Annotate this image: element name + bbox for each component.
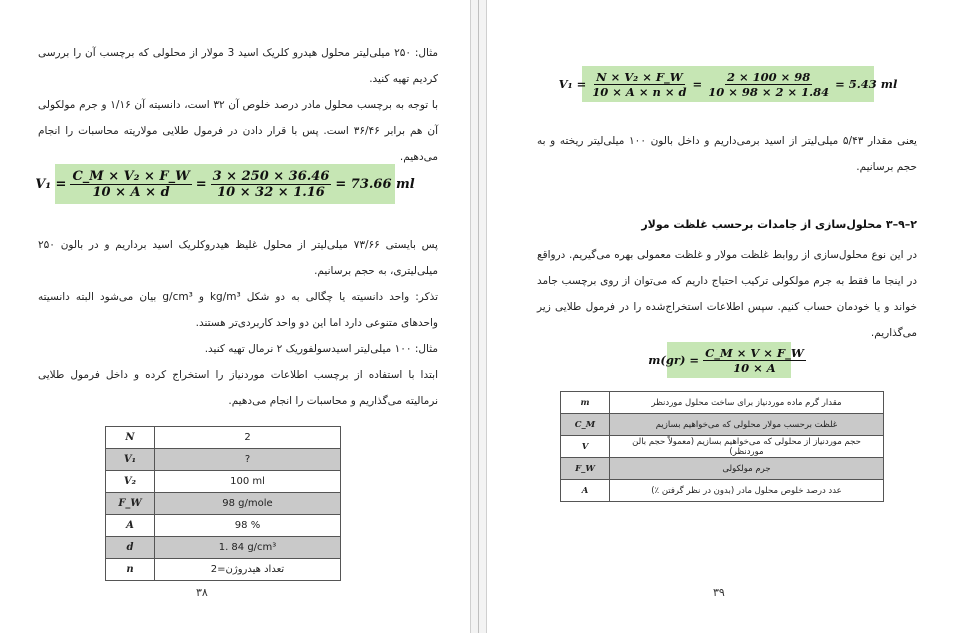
formula-numerator-1: C_M × V₂ × F_W — [72, 168, 190, 184]
table-row — [106, 471, 341, 493]
formula-equals: = — [692, 77, 703, 91]
formula-fraction-2 — [211, 169, 332, 200]
left-page — [0, 0, 470, 633]
table-description: غلظت برحسب مولار محلولی که می‌خواهیم بسازیم — [610, 414, 884, 436]
mass-formula — [648, 342, 804, 378]
table-value: تعداد هیدروژن=2 — [155, 559, 341, 581]
formula-numerator-2: 3 × 250 × 36.46 — [212, 168, 330, 184]
normality-formula — [558, 66, 898, 102]
formula-numerator: C_M × V × F_W — [705, 345, 804, 360]
formula-fraction-2 — [706, 70, 831, 99]
table-symbol: F_W — [106, 493, 155, 515]
table-description: مقدار گرم ماده موردنیاز برای ساخت محلول موردنظر — [610, 392, 884, 414]
table-description: حجم موردنیاز از محلولی که می‌خواهیم بسازیم (معمولاً حجم بالن موردنظر) — [610, 436, 884, 458]
formula-lhs: m(gr) = — [648, 353, 700, 367]
table-description: جرم مولکولی — [610, 458, 884, 480]
table-value: 98 g/mole — [155, 493, 341, 515]
table-row — [106, 559, 341, 581]
formula-fraction-1 — [590, 70, 688, 99]
normality-data-table — [105, 426, 341, 581]
table-symbol: V₂ — [106, 471, 155, 493]
formula-denominator-1: 10 × A × d — [92, 184, 170, 200]
table-row — [106, 515, 341, 537]
table-value: 2 — [155, 427, 341, 449]
table-symbol: C_M — [561, 414, 610, 436]
formula-result: = 73.66 ml — [335, 176, 415, 192]
table-row — [561, 414, 884, 436]
page-number-left: ۳۸ — [196, 586, 208, 599]
table-row — [561, 480, 884, 502]
table-row — [561, 392, 884, 414]
formula-lhs: V₁ = — [558, 77, 587, 91]
table-value: 1. 84 g/cm³ — [155, 537, 341, 559]
formula-denominator: 10 × A — [733, 360, 776, 375]
procedure-paragraph: ابتدا با استفاده از برچسب اطلاعات موردنیاز را استخراج کرده و داخل فرمول طلایی نرمالیته می‌گذاریم و محاسبات را انجام می‌دهیم. — [38, 369, 438, 407]
table-row — [106, 449, 341, 471]
label-info-paragraph: با توجه به برچسب محلول مادر درصد خلوص آن ۳۲ است، دانسیته آن ۱/۱۶ و جرم مولکولی آن هم برابر ۳۶/۴۶ است. پس با قرار دادن در فرمول طلایی مولاریته محاسبات را انجام می‌دهیم. — [38, 99, 438, 163]
table-symbol: n — [106, 559, 155, 581]
formula-denominator-1: 10 × A × n × d — [592, 84, 687, 99]
result-paragraph: پس بایستی ۷۳/۶۶ میلی‌لیتر از محلول غلیظ هیدروکلریک اسید برداریم و در بالون ۲۵۰ میلی‌لیتری، به حجم برسانیم. — [38, 239, 438, 277]
table-value: 100 ml — [155, 471, 341, 493]
formula-result: = 5.43 ml — [835, 77, 898, 91]
formula-equals: = — [195, 176, 207, 192]
table-description: عدد درصد خلوص محلول مادر (بدون در نظر گرفتن ٪) — [610, 480, 884, 502]
formula-denominator-2: 10 × 98 × 2 × 1.84 — [708, 84, 830, 99]
table-symbol: N — [106, 427, 155, 449]
table-symbol: A — [106, 515, 155, 537]
section-paragraph: در این نوع محلول‌سازی از روابط غلظت مولار و غلظت معمولی بهره می‌گیریم. درواقع در اینجا ما فقط به جرم مولکولی ترکیب احتیاج داریم که می‌توان از روی برچسب جامد خواند و یا خودمان حساب کنیم. سپس اطلاعات استخراج‌شده را در فرمول طلایی زیر می‌گذاریم. — [537, 249, 917, 339]
table-value: ? — [155, 449, 341, 471]
formula-fraction-1 — [70, 169, 191, 200]
table-symbol: V — [561, 436, 610, 458]
density-note: تذکر: واحد دانسیته یا چگالی به دو شکل kg/m³ و g/cm³ بیان می‌شود البته دانسیته واحدهای متنوعی دارد اما این دو واحد کاربردی‌تر هستند. — [38, 291, 439, 329]
table-value: 98 % — [155, 515, 341, 537]
table-row — [561, 436, 884, 458]
variables-table — [560, 391, 884, 502]
example-paragraph-1: مثال: ۲۵۰ میلی‌لیتر محلول هیدرو کلریک اسید 3 مولار از محلولی که برچسب آن را بررسی کردیم تهیه کنید. — [38, 47, 439, 85]
table-symbol: d — [106, 537, 155, 559]
table-symbol: A — [561, 480, 610, 502]
table-row — [106, 427, 341, 449]
table-row — [106, 493, 341, 515]
table-row — [106, 537, 341, 559]
table-symbol: m — [561, 392, 610, 414]
formula-fraction — [703, 346, 806, 375]
formula-denominator-2: 10 × 32 × 1.16 — [217, 184, 325, 200]
book-gutter — [470, 0, 487, 633]
table-row — [561, 458, 884, 480]
table-symbol: V₁ — [106, 449, 155, 471]
right-page — [487, 0, 953, 633]
formula-numerator-2: 2 × 100 × 98 — [727, 69, 811, 84]
formula-numerator-1: N × V₂ × F_W — [596, 69, 683, 84]
molarity-formula — [35, 164, 415, 204]
table-symbol: F_W — [561, 458, 610, 480]
result-paragraph: یعنی مقدار ۵/۴۳ میلی‌لیتر از اسید برمی‌داریم و داخل بالون ۱۰۰ میلی‌لیتر ریخته و به حجم برسانیم. — [537, 135, 917, 173]
formula-lhs: V₁ = — [35, 176, 67, 192]
example-paragraph-2: مثال: ۱۰۰ میلی‌لیتر اسیدسولفوریک ۲ نرمال تهیه کنید. — [204, 343, 438, 355]
section-heading: ۲–۹–۳ محلول‌سازی از جامدات برحسب غلظت مولار — [641, 218, 917, 231]
page-number-right: ۳۹ — [713, 586, 725, 599]
gutter-line — [478, 0, 479, 633]
